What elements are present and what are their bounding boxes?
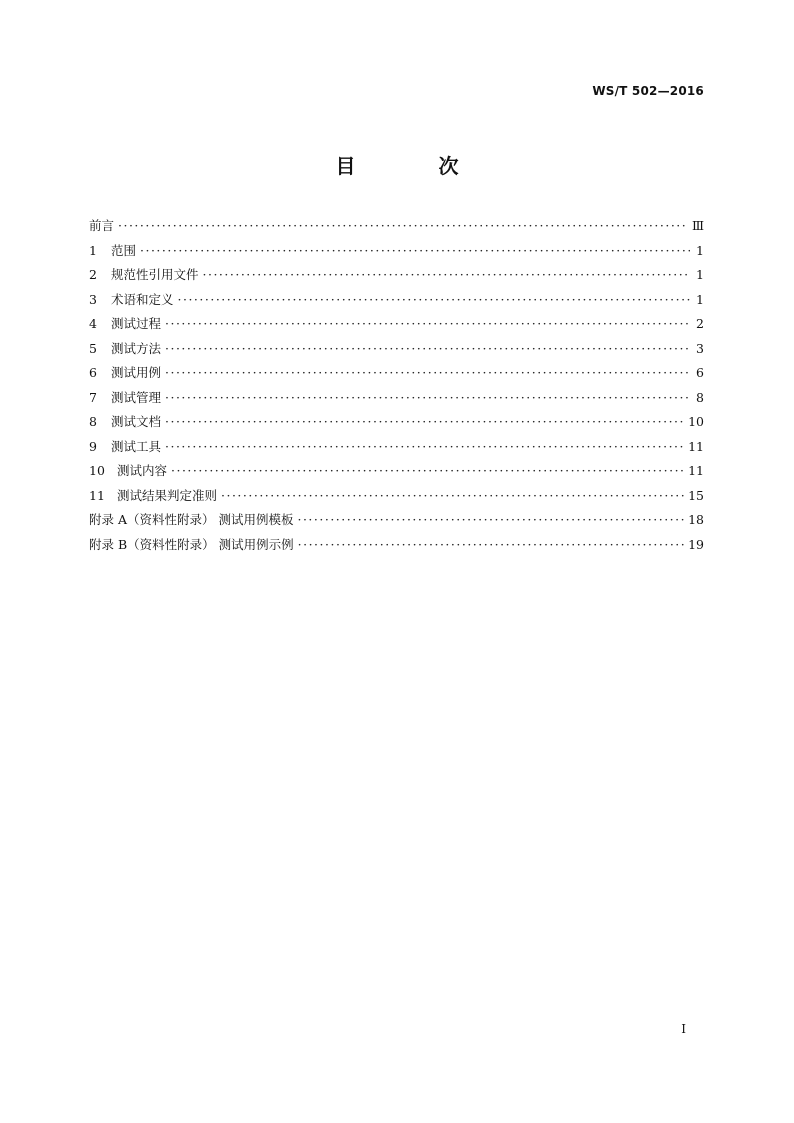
toc-entry-title: 术语和定义 — [111, 291, 174, 307]
toc-entry-page: 11 — [688, 463, 704, 478]
toc-entry-number: 6 — [89, 365, 97, 380]
toc-leader-dots — [203, 263, 690, 288]
toc-entry-number: 4 — [89, 316, 97, 331]
toc-entry-title: 前言 — [89, 218, 115, 233]
toc-entry-page: Ⅲ — [691, 218, 704, 233]
toc-entry-11[interactable] — [89, 484, 704, 509]
toc-entry-title: 测试结果判定准则 — [117, 487, 218, 503]
toc-entry-number: 3 — [89, 291, 97, 307]
toc-entry-title: 测试管理 — [111, 389, 162, 405]
toc-entry-title: 测试工具 — [111, 438, 162, 454]
toc-entry-number: 8 — [89, 414, 97, 429]
toc-entry-3[interactable] — [89, 288, 704, 313]
toc-entry-10[interactable] — [89, 459, 704, 484]
toc-entry-page: 18 — [688, 512, 704, 527]
toc-entry-appendix-a[interactable] — [89, 508, 704, 533]
toc-leader-dots — [165, 435, 684, 460]
toc-entry-page: 15 — [688, 487, 704, 503]
toc-entry-page: 19 — [688, 536, 704, 552]
toc-entry-page: 1 — [696, 242, 704, 258]
toc-leader-dots — [165, 410, 684, 435]
toc-entry-title: 测试内容 — [117, 463, 168, 478]
toc-entry-title: 范围 — [111, 242, 137, 258]
toc-entry-number: 2 — [89, 267, 97, 282]
toc-entry-page: 8 — [696, 389, 704, 405]
toc-leader-dots — [178, 288, 690, 313]
toc-entry-foreword[interactable] — [89, 214, 704, 239]
toc-entry-5[interactable] — [89, 337, 704, 362]
toc-leader-dots — [297, 508, 684, 533]
toc-leader-dots — [221, 484, 684, 509]
table-of-contents — [89, 214, 704, 557]
toc-entry-page: 11 — [688, 438, 704, 454]
toc-entry-title: 规范性引用文件 — [111, 267, 199, 282]
toc-entry-title: 测试用例 — [111, 365, 162, 380]
toc-entry-9[interactable] — [89, 435, 704, 460]
toc-entry-page: 6 — [696, 365, 704, 380]
toc-entry-page: 1 — [696, 267, 704, 282]
standard-code: WS/T 502—2016 — [592, 84, 704, 98]
toc-entry-1[interactable] — [89, 239, 704, 264]
toc-entry-6[interactable] — [89, 361, 704, 386]
toc-entry-page: 3 — [696, 340, 704, 356]
toc-entry-title: 测试过程 — [111, 316, 162, 331]
toc-entry-4[interactable] — [89, 312, 704, 337]
toc-entry-title: 附录 A（资料性附录） 测试用例模板 — [89, 512, 294, 527]
toc-entry-number: 11 — [89, 487, 105, 503]
toc-leader-dots — [298, 533, 684, 558]
toc-entry-8[interactable] — [89, 410, 704, 435]
toc-leader-dots — [171, 459, 684, 484]
toc-entry-page: 1 — [696, 291, 704, 307]
toc-entry-7[interactable] — [89, 386, 704, 411]
toc-entry-appendix-b[interactable] — [89, 533, 704, 558]
toc-leader-dots — [165, 361, 690, 386]
toc-leader-dots — [140, 239, 690, 264]
toc-entry-number: 10 — [89, 463, 105, 478]
toc-entry-title: 测试方法 — [111, 340, 162, 356]
toc-entry-page: 2 — [696, 316, 704, 331]
page-title: 目 次 — [335, 154, 497, 178]
toc-entry-page: 10 — [688, 414, 704, 429]
toc-entry-number: 1 — [89, 242, 97, 258]
toc-leader-dots — [165, 386, 690, 411]
toc-entry-number: 9 — [89, 438, 97, 454]
page-number: I — [681, 1022, 686, 1036]
toc-leader-dots — [118, 214, 688, 239]
toc-entry-title: 附录 B（资料性附录） 测试用例示例 — [89, 536, 294, 552]
toc-entry-number: 5 — [89, 340, 97, 356]
toc-entry-2[interactable] — [89, 263, 704, 288]
toc-entry-title: 测试文档 — [111, 414, 162, 429]
toc-entry-number: 7 — [89, 389, 97, 405]
toc-leader-dots — [165, 337, 690, 362]
toc-leader-dots — [165, 312, 690, 337]
